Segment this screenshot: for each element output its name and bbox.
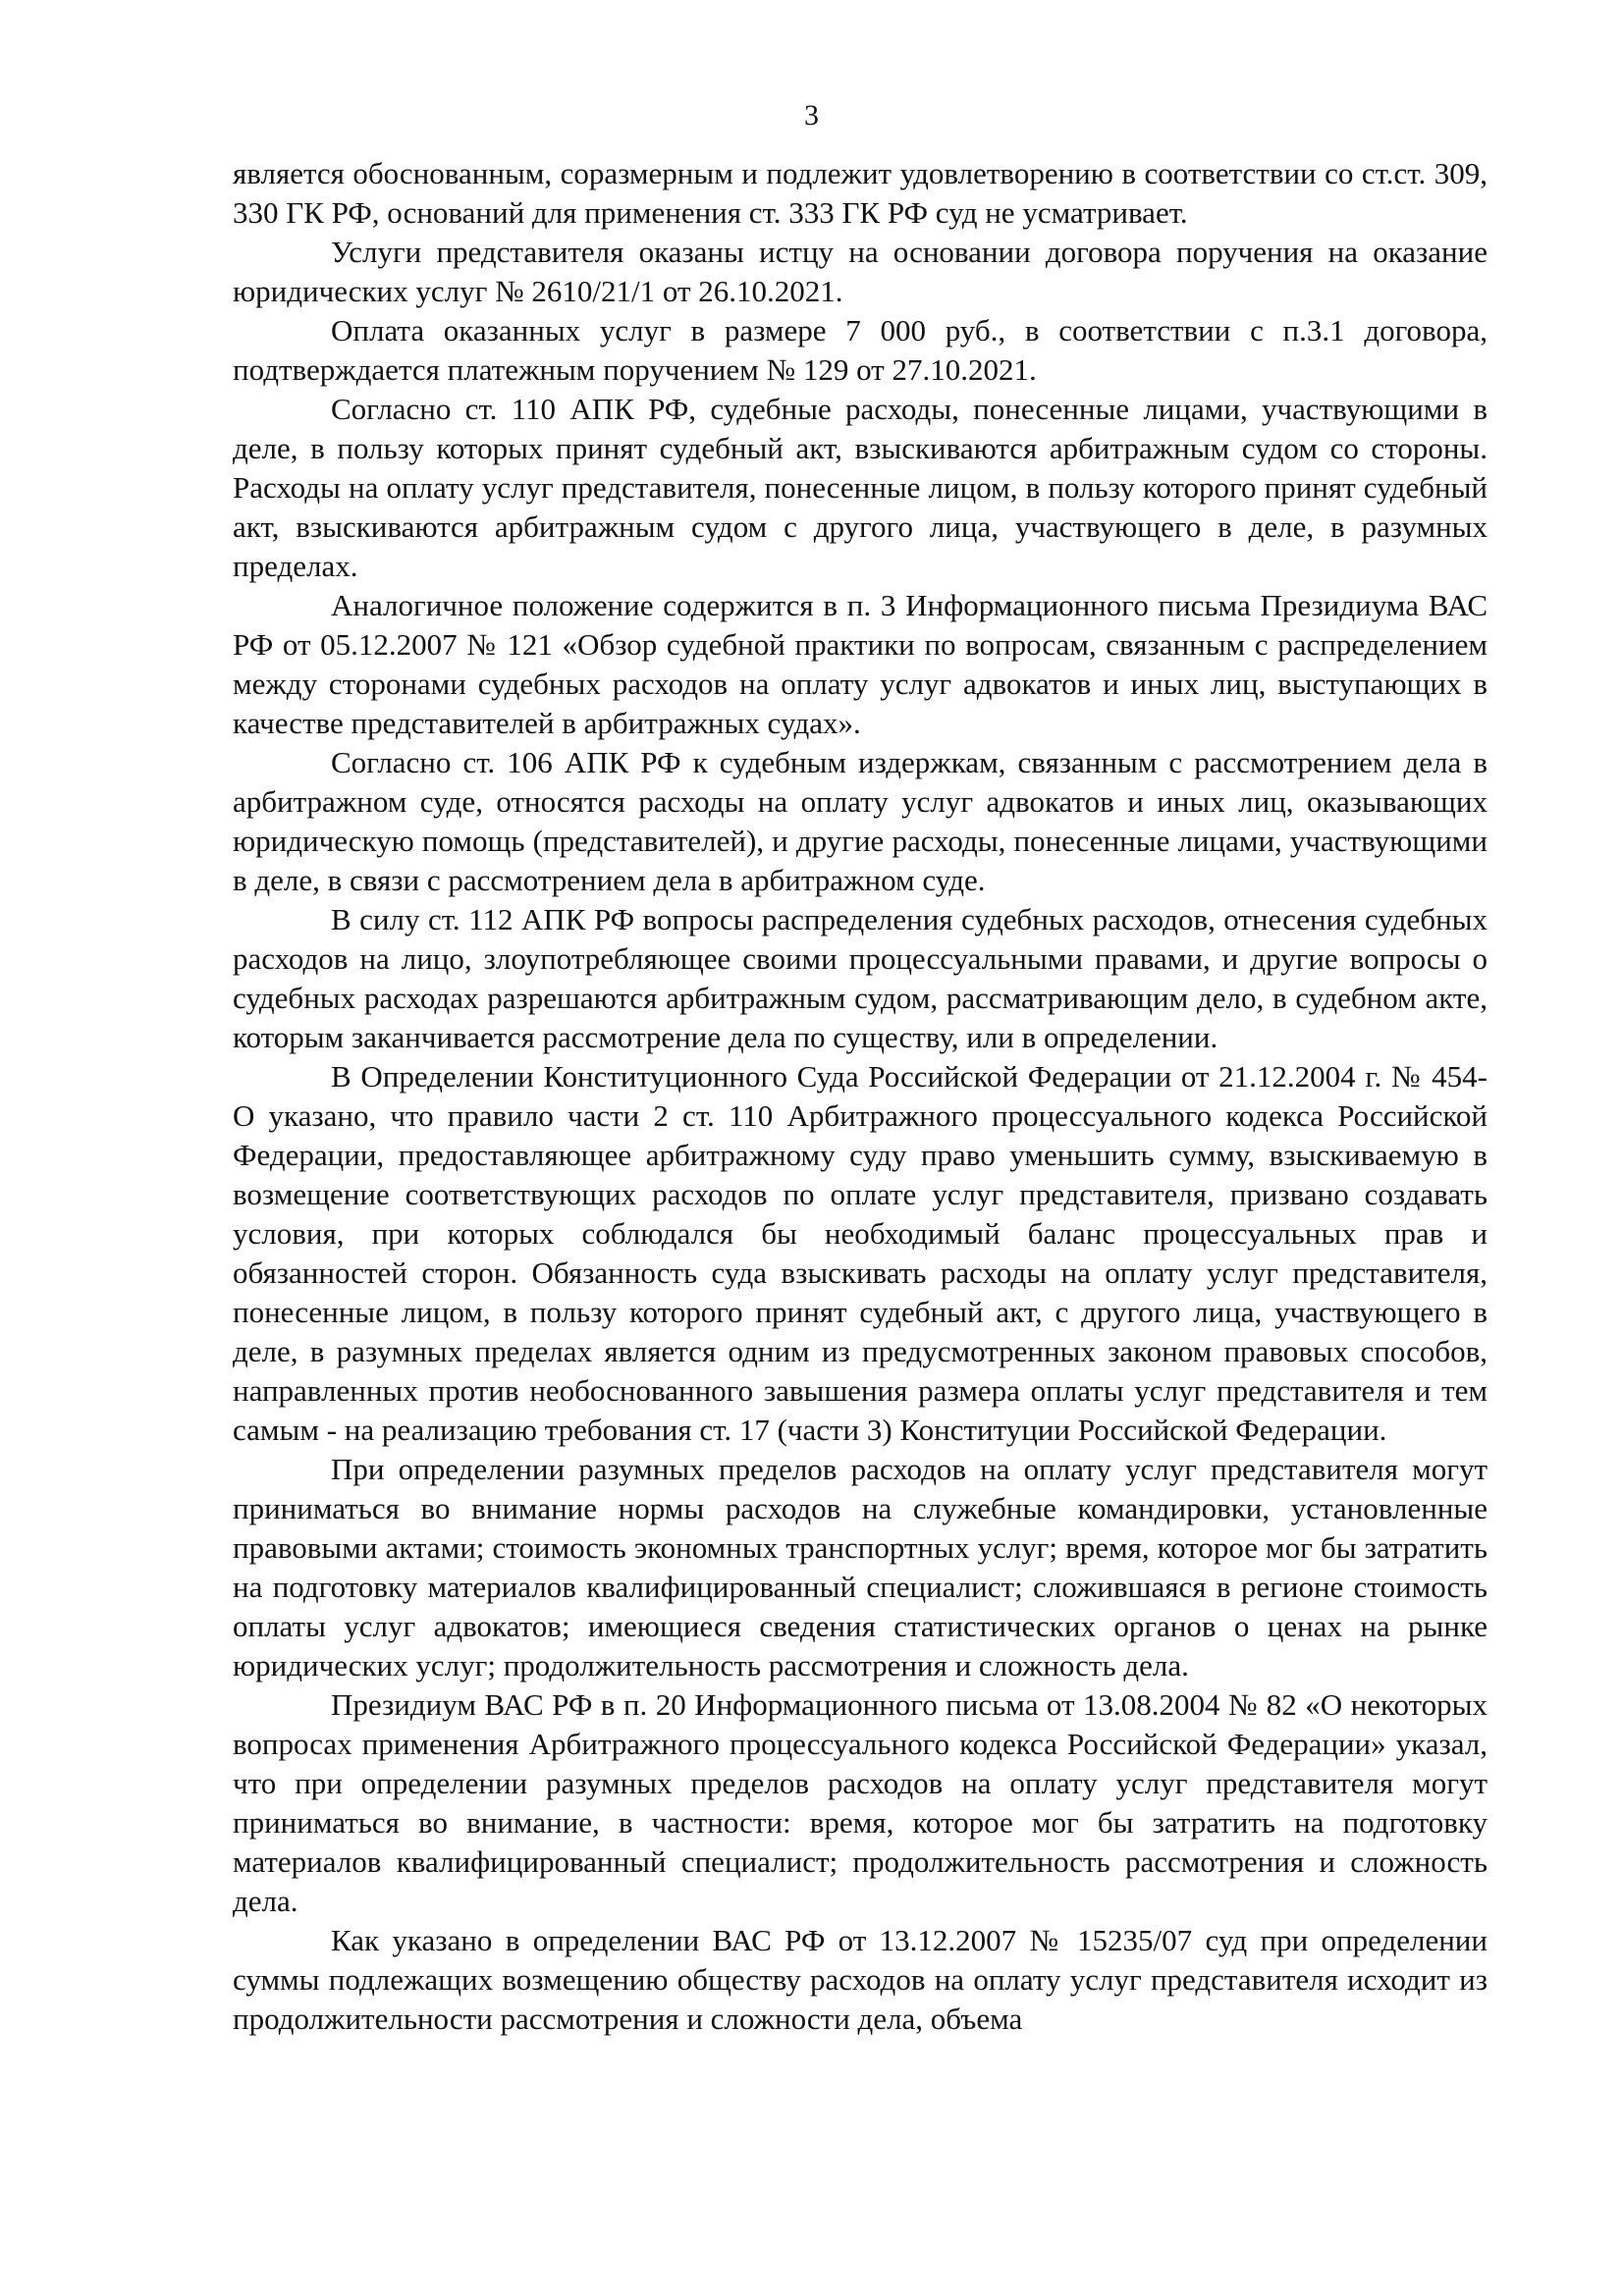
paragraph: При определении разумных пределов расходов на оплату услуг представителя могут приниматься во внимание нормы расходов на служебные командировки, установленные правовыми актами; стоимость экономных транспортных услуг; время, которое мог бы затратить на подготовку материалов квалифицированный специалист; сложившаяся в регионе стоимость оплаты услуг адвокатов; имеющиеся сведения статистических органов о ценах на рынке юридических услуг; продолжительность рассмотрения и сложность дела. [233, 1452, 1488, 1682]
paragraph: Аналогичное положение содержится в п. 3 Информационного письма Президиума ВАС РФ от 05.12.2007 № 121 «Обзор судебной практики по вопросам, связанным с распределением между сторонами судебных расходов на оплату услуг адвокатов и иных лиц, выступающих в качестве представителей в арбитражных судах». [233, 588, 1488, 740]
paragraph: является обоснованным, соразмерным и подлежит удовлетворению в соответствии со ст.ст. 309, 330 ГК РФ, оснований для применения ст. 333 ГК РФ суд не усматривает. [233, 156, 1488, 230]
document-body [233, 154, 1488, 2039]
paragraph: Услуги представителя оказаны истцу на основании договора поручения на оказание юридических услуг № 2610/21/1 от 26.10.2021. [233, 235, 1488, 308]
page-number: 3 [804, 99, 819, 132]
paragraph: Оплата оказанных услуг в размере 7 000 руб., в соответствии с п.3.1 договора, подтверждается платежным поручением № 129 от 27.10.2021. [233, 313, 1488, 387]
paragraph: Президиум ВАС РФ в п. 20 Информационного письма от 13.08.2004 № 82 «О некоторых вопросах применения Арбитражного процессуального кодекса Российской Федерации» указал, что при определении разумных пределов расходов на оплату услуг представителя могут приниматься во внимание, в частности: время, которое мог бы затратить на подготовку материалов квалифицированный специалист; продолжительность рассмотрения и сложность дела. [233, 1687, 1488, 1918]
paragraph: Согласно ст. 110 АПК РФ, судебные расходы, понесенные лицами, участвующими в деле, в пользу которых принят судебный акт, взыскиваются арбитражным судом со стороны. Расходы на оплату услуг представителя, понесенные лицом, в пользу которого принят судебный акт, взыскиваются арбитражным судом с другого лица, участвующего в деле, в разумных пределах. [233, 392, 1488, 583]
paragraph: Как указано в определении ВАС РФ от 13.12.2007 № 15235/07 суд при определении суммы подлежащих возмещению обществу расходов на оплату услуг представителя исходит из продолжительности рассмотрения и сложности дела, объема [233, 1923, 1488, 2036]
paragraph: В силу ст. 112 АПК РФ вопросы распределения судебных расходов, отнесения судебных расходов на лицо, злоупотребляющее своими процессуальными правами, и другие вопросы о судебных расходах разрешаются арбитражным судом, рассматривающим дело, в судебном акте, которым заканчивается рассмотрение дела по существу, или в определении. [233, 902, 1488, 1054]
paragraph: Согласно ст. 106 АПК РФ к судебным издержкам, связанным с рассмотрением дела в арбитражном суде, относятся расходы на оплату услуг адвокатов и иных лиц, оказывающих юридическую помощь (представителей), и другие расходы, понесенные лицами, участвующими в деле, в связи с рассмотрением дела в арбитражном суде. [233, 745, 1488, 897]
paragraph: В Определении Конституционного Суда Российской Федерации от 21.12.2004 г. № 454-О указано, что правило части 2 ст. 110 Арбитражного процессуального кодекса Российской Федерации, предоставляющее арбитражному суду право уменьшить сумму, взыскиваемую в возмещение соответствующих расходов по оплате услуг представителя, призвано создавать условия, при которых соблюдался бы необходимый баланс процессуальных прав и обязанностей сторон. Обязанность суда взыскивать расходы на оплату услуг представителя, понесенные лицом, в пользу которого принят судебный акт, с другого лица, участвующего в деле, в разумных пределах является одним из предусмотренных законом правовых способов, направленных против необоснованного завышения размера оплаты услуг представителя и тем самым - на реализацию требования ст. 17 (части 3) Конституции Российской Федерации. [233, 1059, 1488, 1447]
